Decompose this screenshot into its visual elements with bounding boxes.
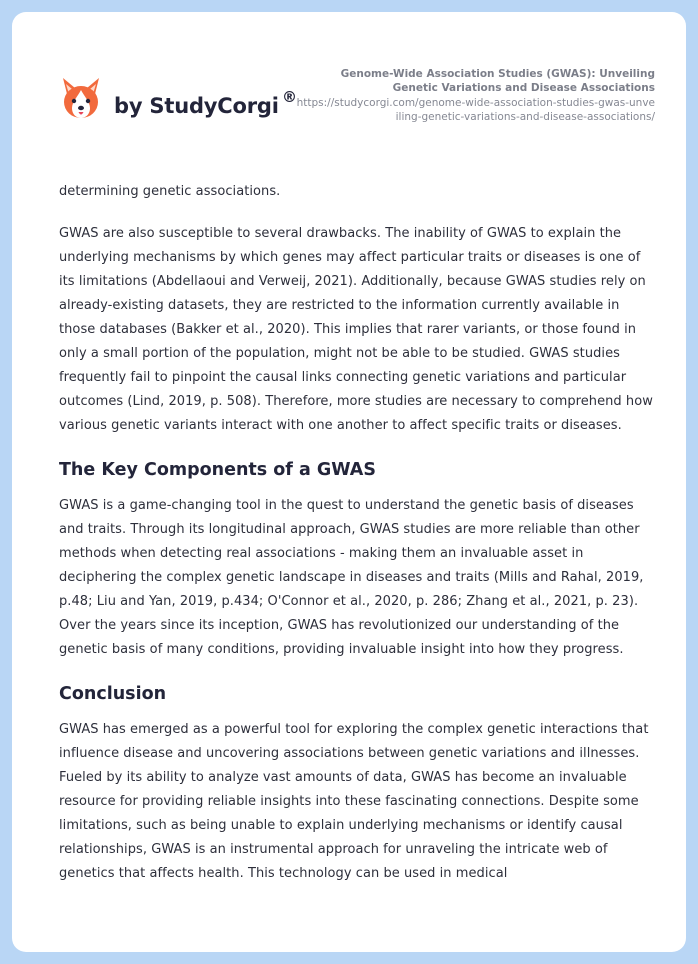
- brand-name: by StudyCorgi: [114, 94, 279, 118]
- section-heading-key-components: The Key Components of a GWAS: [59, 460, 376, 480]
- document-title: Genome-Wide Association Studies (GWAS): Unveiling Genetic Variations and Disease Associations: [340, 68, 655, 94]
- drawbacks-paragraph: GWAS are also susceptible to several drawbacks. The inability of GWAS to explain the underlying mechanisms by which genes may affect particular traits or diseases is one of its limitations (Abdellaoui and Verweij, 2021). Additionally, because GWAS studies rely on already-existing datasets, they are restricted to the information currently available in those databases (Bakker et al., 2020). This implies that rarer variants, or those found in only a small portion of the population, might not be able to be studied. GWAS studies frequently fail to pinpoint the causal links connecting genetic variations and particular outcomes (Lind, 2019, p. 508). Therefore, more studies are necessary to comprehend how various genetic variants interact with one another to affect specific traits or diseases.: [59, 226, 653, 433]
- document-info: [295, 67, 655, 124]
- studycorgi-logo[interactable]: [60, 76, 310, 136]
- section-heading-conclusion: Conclusion: [59, 684, 167, 704]
- document-page: [12, 12, 686, 952]
- intro-fragment: determining genetic associations.: [59, 184, 281, 199]
- conclusion-paragraph: GWAS has emerged as a powerful tool for exploring the complex genetic interactions that influence disease and uncovering associations between genetic variations and illnesses. Fueled by its ability to analyze vast amounts of data, GWAS has become an invaluable resource for providing reliable insights into these fascinating connections. Despite some limitations, such as being unable to explain underlying mechanisms or identify causal relationships, GWAS is an instrumental approach for unraveling the intricate web of genetics that affects health. This technology can be used in medical: [59, 722, 649, 881]
- page-header: [12, 12, 686, 162]
- registered-mark: ®: [282, 88, 297, 106]
- article-body: [59, 180, 659, 904]
- corgi-icon: [60, 76, 102, 122]
- document-url[interactable]: https://studycorgi.com/genome-wide-association-studies-gwas-unveiling-genetic-variations-and-disease-associations/: [296, 97, 655, 123]
- key-components-paragraph: GWAS is a game-changing tool in the quest to understand the genetic basis of diseases and traits. Through its longitudinal approach, GWAS studies are more reliable than other methods when detecting real associations - making them an invaluable asset in deciphering the complex genetic landscape in diseases and traits (Mills and Rahal, 2019, p.48; Liu and Yan, 2019, p.434; O'Connor et al., 2020, p. 286; Zhang et al., 2021, p. 23). Over the years since its inception, GWAS has revolutionized our understanding of the genetic basis of many conditions, providing invaluable insight into how they progress.: [59, 498, 644, 657]
